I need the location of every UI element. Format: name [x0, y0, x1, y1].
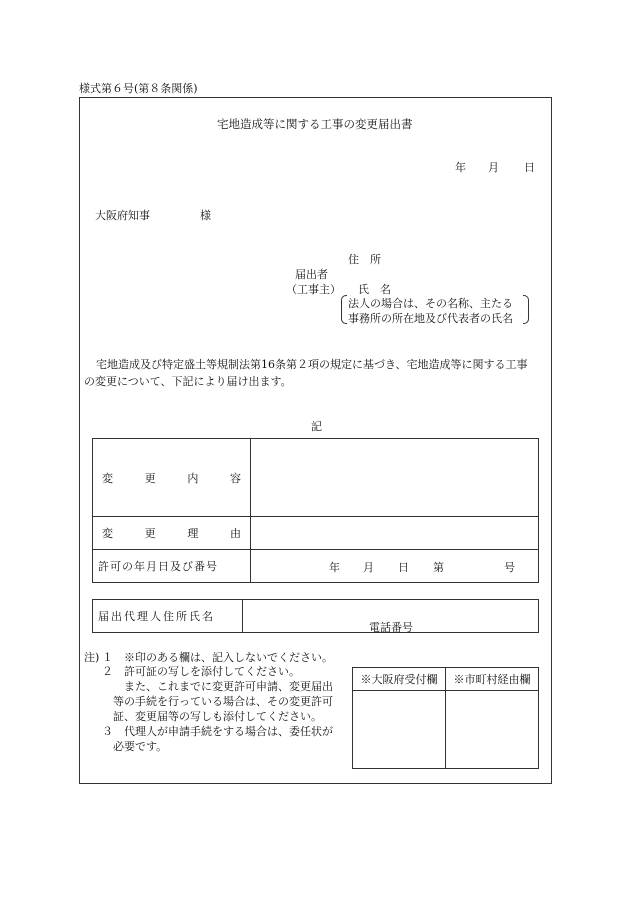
corporate-note-bracket	[341, 295, 529, 324]
details-table	[92, 438, 539, 583]
permit-date-number-label: 許可の年月日及び番号	[93, 550, 251, 583]
form-number: 様式第６号(第８条関係)	[79, 82, 198, 95]
ki-heading: 記	[311, 420, 322, 433]
table-row	[93, 600, 539, 633]
change-content-label: 変 更 内 容	[93, 439, 251, 517]
note-2b-line3: 証、変更届等の写しも添付してください。	[113, 710, 322, 723]
permit-date-number-field[interactable]: 年 月 日 第 号	[251, 550, 539, 583]
table-row	[353, 691, 539, 769]
addressee-name: 大阪府知事	[95, 209, 150, 222]
note-2: ２ 許可証の写しを添付してください。	[102, 665, 300, 678]
note-2b-line1: また、これまでに変更許可申請、変更届出	[124, 680, 333, 693]
name-label: 氏 名	[358, 283, 391, 296]
date-month-label: 月	[488, 161, 499, 174]
municipality-routing-header: ※市町村経由欄	[446, 668, 539, 691]
body-text-line1: 宅地造成及び特定盛土等規制法第16条第２項の規定に基づき、宅地造成等に関する工事	[96, 358, 528, 371]
agent-label: 届出代理人住所氏名	[93, 600, 243, 633]
note-1: １ ※印のある欄は、記入しないでください。	[102, 651, 333, 664]
addressee-honorific: 様	[200, 209, 211, 222]
table-row	[93, 439, 539, 517]
body-text-line2: の変更について、下記により届け出ます。	[84, 375, 292, 388]
date-day-label: 日	[524, 161, 535, 174]
change-content-field[interactable]	[251, 439, 539, 517]
date-year-label: 年	[455, 161, 466, 174]
prefecture-reception-header: ※大阪府受付欄	[353, 668, 446, 691]
municipality-routing-cell	[446, 691, 539, 769]
note-2b-line2: 等の手続を行っている場合は、その変更許可	[113, 695, 333, 708]
change-reason-field[interactable]	[251, 517, 539, 550]
phone-label: 電話番号	[369, 621, 413, 634]
address-label: 住 所	[348, 253, 381, 266]
agent-field[interactable]	[243, 600, 539, 633]
table-row	[353, 668, 539, 691]
agent-table	[92, 599, 539, 633]
office-use-table	[352, 667, 539, 769]
corporate-note-line2: 事務所の所在地及び代表者の氏名	[348, 312, 513, 325]
notifier-label: 届出者	[295, 268, 328, 281]
note-3-line1: ３ 代理人が申請手続をする場合は、委任状が	[102, 725, 333, 738]
notes-prefix: 注)	[84, 651, 100, 664]
corporate-note-line1: 法人の場合は、その名称、主たる	[348, 297, 513, 310]
note-3-line2: 必要です。	[113, 740, 168, 753]
change-reason-label: 変 更 理 由	[93, 517, 251, 550]
table-row	[93, 517, 539, 550]
prefecture-reception-cell	[353, 691, 446, 769]
role-label: （工事主）	[286, 283, 341, 296]
form-title: 宅地造成等に関する工事の変更届出書	[217, 117, 413, 131]
table-row	[93, 550, 539, 583]
